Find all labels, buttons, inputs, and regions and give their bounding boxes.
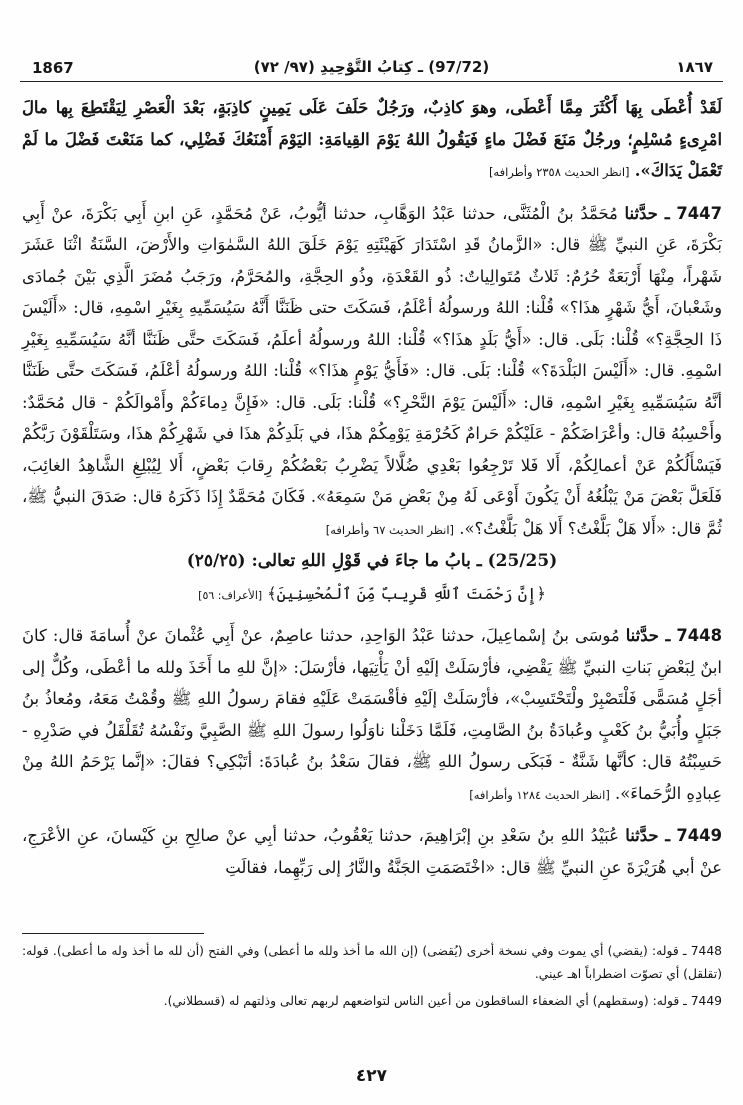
hadith-7449 [22,820,722,883]
continuation-text: لَقَدْ أُعْطَى بِهَا أَكْثَرَ مِمَّا أَعْطَى، وهوَ كاذِبٌ، ورَجُلٌ حَلَفَ عَلَى يَمِينٍ كاذِبَةٍ، بَعْدَ الْعَصْرِ لِيَقْتَطِعَ بِها مالَ امْرِىءٍ مُسْلِمٍ؛ ورجُلٌ مَنَعَ فَضْلَ ماءٍ فَيَقُولُ اللهُ يَوْمَ القِيامَةِ: اليَوْمَ أَمْنَعُكَ فَضْلِي، كما مَنَعْتَ فَضْلَ ما لَمْ تَعْمَلْ يَدَاكَ». [22,98,722,180]
hadith-reference: [انظر الحديث ٦٧ وأطرافه] [325,522,455,537]
hadith-reference: [انظر الحديث ١٢٨٤ وأطرافه] [469,787,610,802]
hadith-text: مُحَمَّدُ بنُ الْمُثَنَّى، حدثنا عَبْدُ الوَهَّابِ، حدثنا أيُّوبُ، عَنْ مُحَمَّدٍ، عَنِ ابنِ أَبِي بَكْرَةَ، عنْ أَبِي بَكْرَةَ، عَنِ النبيِّ ﷺ قال: «الزَّمانُ قَدِ اسْتَدَارَ كَهَيْئَتِهِ يَوْمَ خَلَقَ اللهُ السَّمٰوَاتِ والأَرْضَ، السَّنَةُ اثْنَا عَشَرَ شَهْراً، مِنْهَا أَرْبَعَةٌ حُرُمٌ: ثَلاثٌ مُتَوالِياتٌ: ذُو القَعْدَةِ، وذُو الحِجَّةِ، والمُحَرَّمُ، ورَجَبُ مُضَرَ الَّذِي بَيْنَ جُمادَى وشَعْبانَ، أَيُّ شَهْرٍ هذَا؟» قُلْنا: اللهُ ورسولُهُ أعْلَمُ، فَسَكَتَ حتى ظَنَنَّا أَنَّهُ سَيُسَمِّيهِ بِغَيْرِ اسْمِهِ، قال: «أَلَيْسَ ذَا الحِجَّةِ؟» قُلْنا: بَلَى. قال: «أَيُّ بَلَدٍ هذَا؟» قُلْنا: اللهُ ورسولُهُ أعلَمُ، فَسَكَتَ حتَّى ظَنَنَّا أنَّهُ سَيُسَمِّيهِ بِغَيْرِ اسْمِهِ. قال: «أَلَيْسَ البَلْدَةَ؟» قُلْنا: بَلَى. قال: «فَأَيُّ يَوْمٍ هذَا؟» قُلْنا: اللهُ ورسولُهُ أعْلَمُ، فَسَكَتَ حتَّى ظَنَنَّا أنَّهُ سَيُسَمِّيهِ بِغَيْرِ اسْمِهِ، قال: «أَلَيْسَ يَوْمَ النَّحْرِ؟» قُلْنا: بَلَى. قال: «فَإِنَّ دِماءَكُمْ وأَمْوالَكُمْ - قال مُحَمَّدٌ: وأَحْسِبُهُ قال: وأعْرَاضَكُمْ - عَلَيْكُمْ حَرامٌ كَحُرْمَةِ يَوْمِكُمْ هذَا، في بَلَدِكُمْ هذَا في شَهْرِكُمْ هذَا، وسَتَلْقَوْنَ رَبَّكُمْ فَيَسْأَلُكُمْ عَنْ أعمالِكُمْ، أَلا فَلا تَرْجِعُوا بَعْدِي ضُلَّالاً يَضْرِبُ بَعْضُكُمْ رِقابَ بَعْضٍ، أَلا لِيُبْلِغِ الشَّاهِدُ الغائِبَ، فَلَعَلَّ بَعْضَ مَنْ يَبْلُغُهُ أَنْ يَكُونَ أَوْعَى لَهُ مِنْ بَعْضِ مَنْ سَمِعَهُ». فَكَانَ مُحَمَّدٌ إِذَا ذَكَرَهُ قال: صَدَقَ النبيُّ ﷺ، ثُمَّ قال: «أَلا هَلْ بَلَّغْتُ؟ أَلا هَلْ بَلَّغْتُ؟». [22,203,722,538]
footnote: 7448 ـ قوله: (يقضي) أي يموت وفي نسخة أخرى (يُقضى) (إن الله ما أخذ ولله ما أعطى) وفي الفتح (أن لله ما أخذ وله ما أعطى). قوله: (تقلقل) أي تصوّت اضطراباً اهـ عيني. [22,944,722,981]
continuation-reference: [انظر الحديث ٢٣٥٨ وأطرافه] [488,165,630,179]
hadith-number: 7449 [676,826,722,845]
footnote-separator [22,933,204,934]
quran-verse [22,578,722,612]
verse-source: [الأعراف: ٥٦] [198,588,263,602]
continuation-paragraph [22,92,722,189]
hadith-number: 7448 [676,626,722,645]
chapter-title: (25/25) ـ بابُ ما جاءَ في قَوْلِ اللهِ تعالى: (٢٥/٢٥) [186,551,558,571]
hadith-lead: ـ حدَّثنا [625,626,671,645]
page-number-bottom: ٤٢٧ [355,1066,388,1086]
running-title: (97/72) ـ كِتابُ التَّوْحِيدِ (٩٧/ ٧٢) [253,58,490,76]
hadith-7447 [22,198,722,547]
hadith-7448 [22,620,722,811]
page-number-latin: 1867 [32,59,74,77]
page-number-arabic: ١٨٦٧ [676,58,713,76]
hadith-number: 7447 [676,203,722,223]
footnotes [22,940,722,1013]
hadith-lead: ـ حدَّثنا [625,826,671,845]
footnote: 7449 ـ قوله: (وسقطهم) أي الضعفاء الساقطون من أعين الناس لتواضعهم لربهم تعالى وذلتهم له (قسطلاني). [163,994,722,1008]
hadith-lead: ـ حدَّثنا [624,203,670,223]
verse-text: ﴿إِنَّ رَحْمَتَ ٱللَّهِ قَرِيبٌ مِّنَ ٱلْمُحْسِنِينَ﴾ [267,583,546,603]
hadith-text: مُوسَى بنُ إسْماعِيلَ، حدثنا عَبْدُ الوَاحِدِ، حدثنا عاصِمٌ، عنْ أَبِي عُثْمانَ عنْ أُسامَةَ قال: كانَ ابنٌ لِبَعْضِ بَناتِ النبيِّ ﷺ يَقْضِي، فأرْسَلَتْ إلَيْهِ أنْ يَأْتِيَها، فأرْسَلَ: «إنَّ للهِ ما أَخَذَ ولله ما أعْطَى، وكُلٌّ إلى أجَلٍ مُسَمًّى فَلْتَصْبِرْ ولْتَحْتَسِبْ»، فأرْسَلَتْ إلَيْهِ فأقْسَمَتْ عَلَيْهِ فقامَ رسولُ اللهِ ﷺ وقُمْتُ مَعَهُ، ومُعاذُ بنُ جَبَلٍ وأُبَيُّ بنُ كَعْبٍ وعُبادَةُ بنُ الصَّامِتِ، فَلَمَّا دَخَلْنا ناوَلُوا رسولَ اللهِ ﷺ الصَّبِيَّ ونَفْسُهُ تُقَلْقَلُ في صَدْرِهِ - حَسِبْتُهُ قال: كأنَّها شَنَّةٌ - فَبَكَى رسولُ اللهِ ﷺ، فقالَ سَعْدُ بنُ عُبادَةَ: أتَبْكِي؟ فقالَ: «إنَّما يَرْحَمُ اللهُ مِنْ عِبادِهِ الرُّحَماءَ». [22,626,722,803]
running-header [20,55,723,82]
hadith-text: عُبَيْدُ اللهِ بنُ سَعْدِ بنِ إبْرَاهِيمَ، حدثنا يَعْقُوبُ، حدثنا أبِي عنْ صالِحِ بنِ كَيْسانَ، عنِ الأعْرَجِ، عنْ أبي هُرَيْرَةَ عنِ النبيِّ ﷺ قال: «اخْتَصَمَتِ الجَنَّةُ والنَّارُ إلى رَبِّهِما، فقالَتِ [22,826,722,877]
main-text [22,92,722,883]
